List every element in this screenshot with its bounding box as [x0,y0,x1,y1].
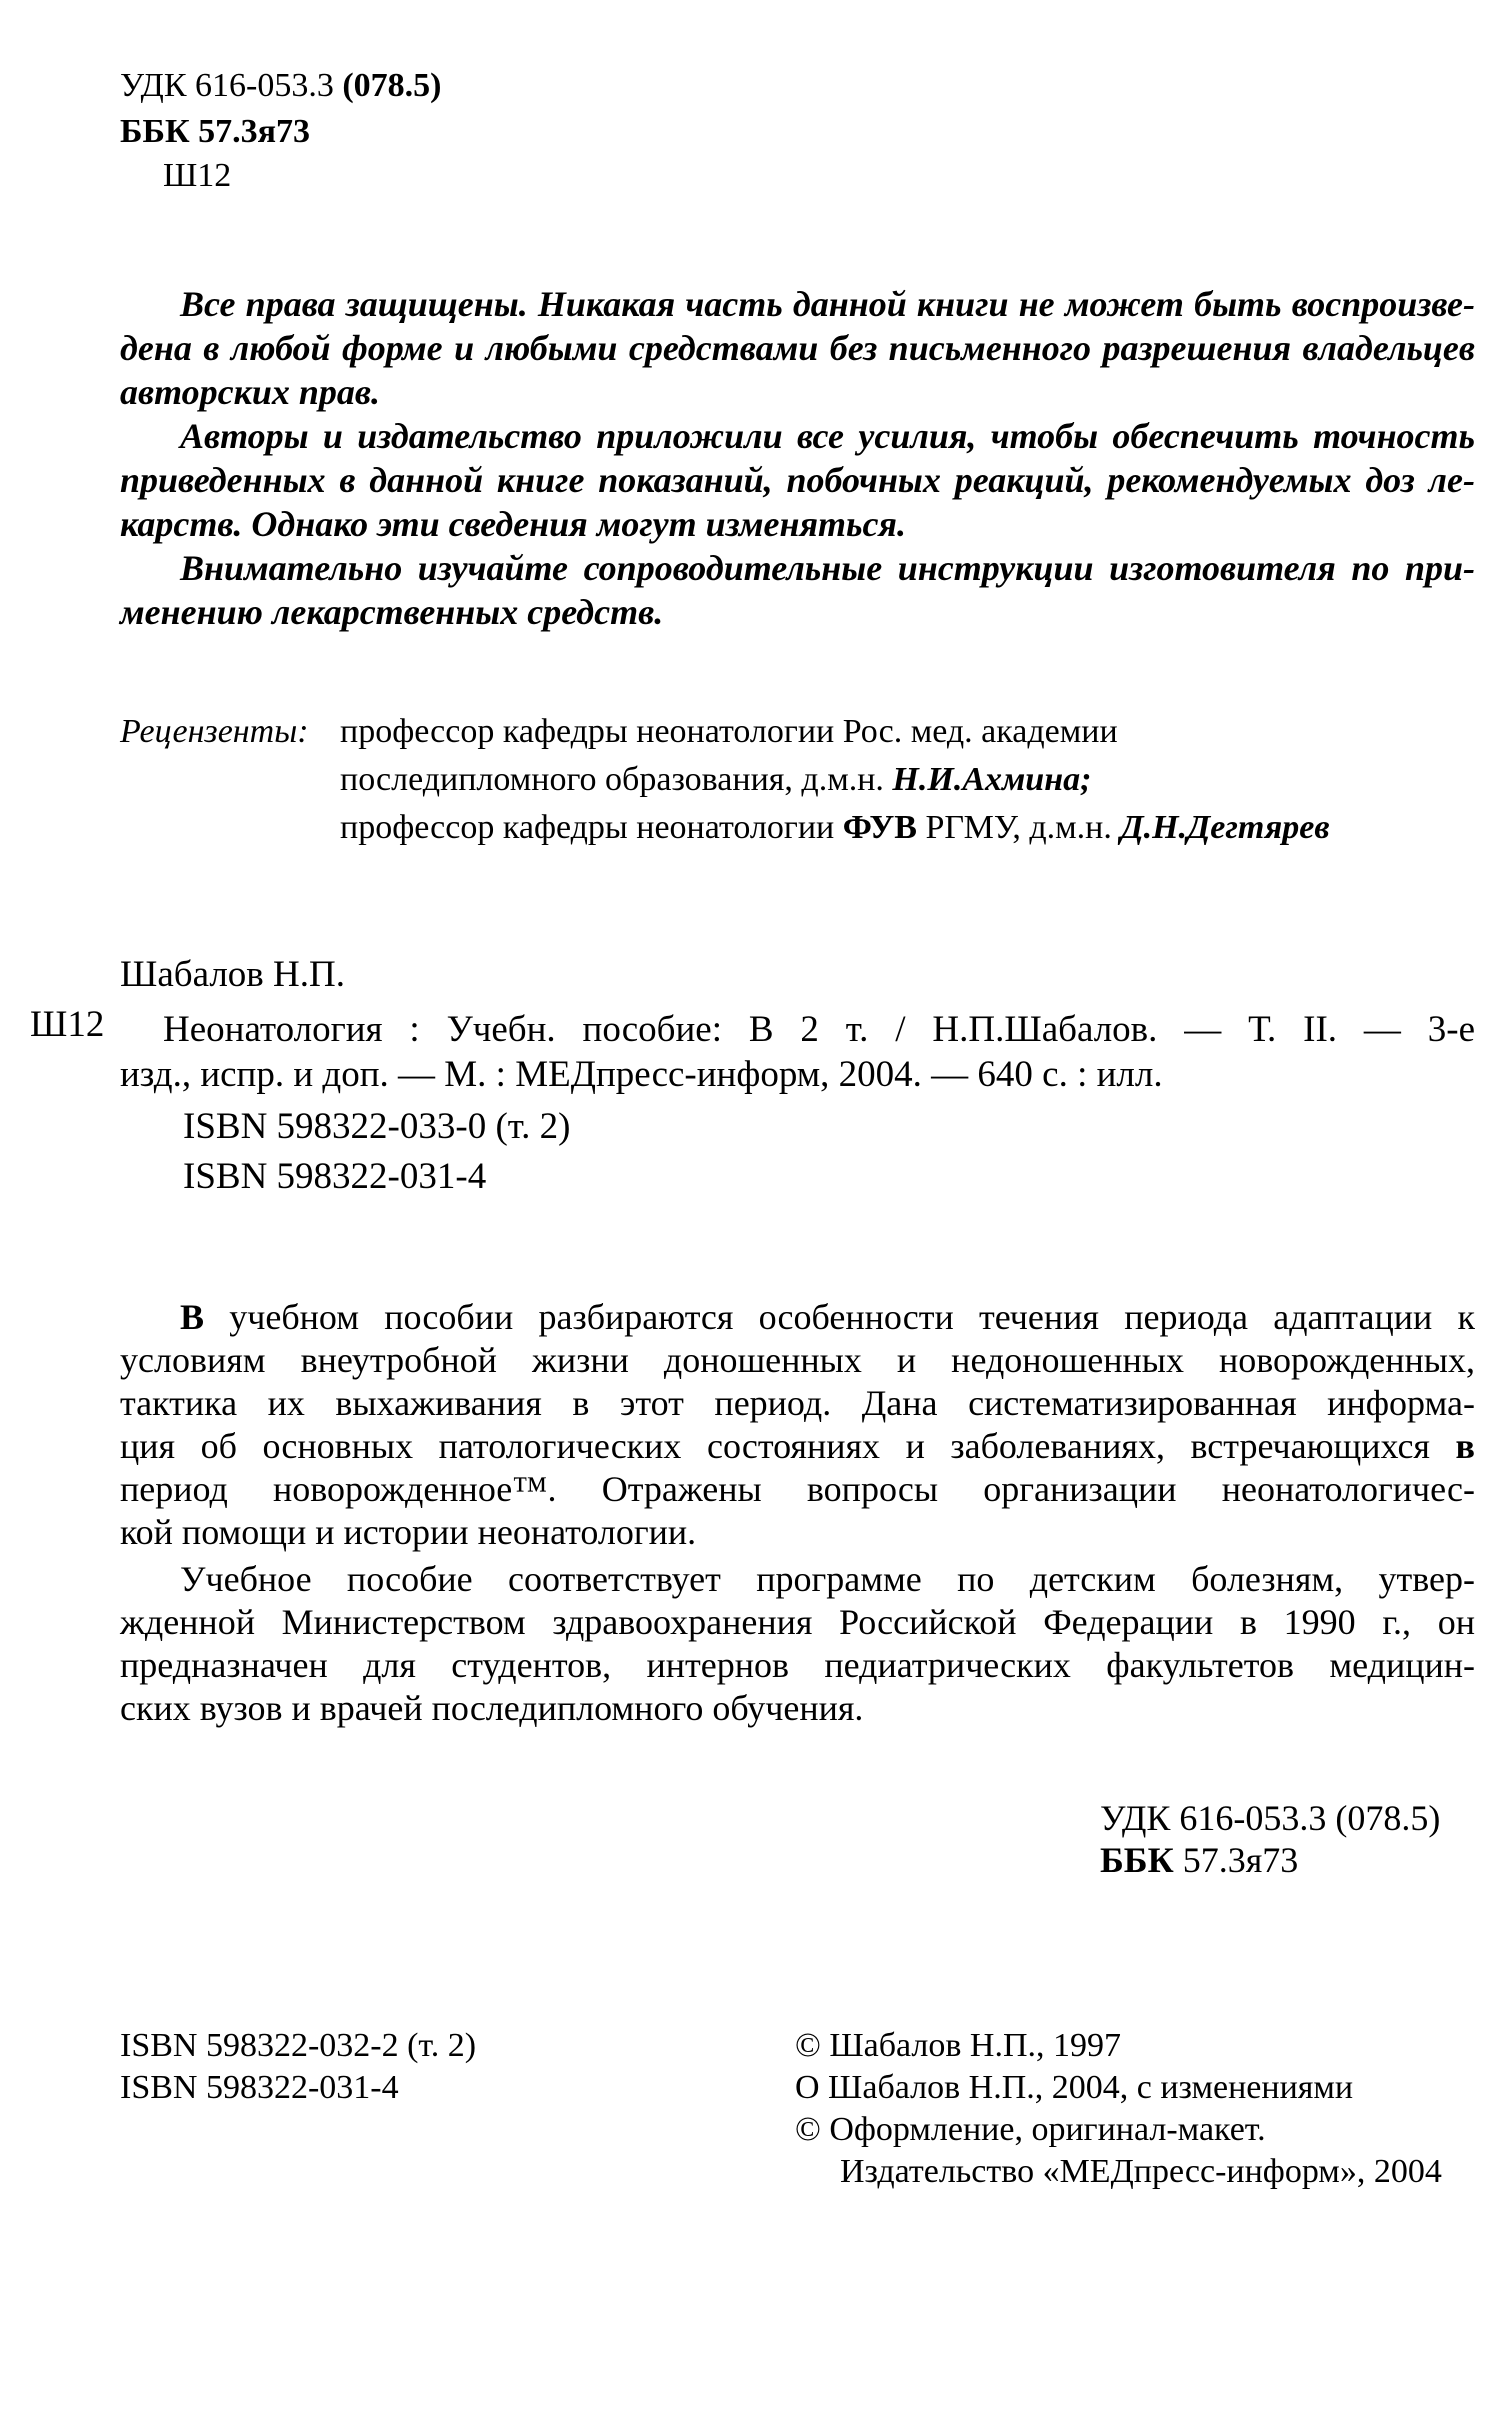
bib-author: Шабалов Н.П. [120,954,345,995]
imprint-copyright: © Оформление, оригинал-макет. [795,2111,1266,2148]
abstract-line: ских вузов и врачей последипломного обучения. [120,1688,864,1728]
bib-isbn: ISBN 598322-031-4 [183,1156,487,1197]
abstract-text: учебном пособии разбираются особенности течения периода адаптации к [204,1297,1475,1337]
rights-notice [120,282,1475,634]
imprint-publisher: Издательство «МЕДпресс-информ», 2004 [840,2153,1442,2190]
rights-line: менению лекарственных средств. [120,592,664,632]
header-code: Ш12 [163,157,232,194]
bib-code: Ш12 [30,1004,105,1045]
abstract-lead: В [180,1297,205,1337]
bib-line: Неонатология : Учебн. пособие: В 2 т. / Н.П.Шабалов. — Т. II. — 3-е [163,1009,1475,1050]
footer-bbk-label: ББК [1100,1840,1174,1880]
rights-line: авторских прав. [120,372,380,412]
reviewers-line [340,760,1091,800]
rights-line: карств. Однако эти сведения могут изменяться. [120,504,906,544]
imprint-copyright: © Шабалов Н.П., 1997 [795,2027,1122,2064]
abstract-line: предназначен для студентов, интернов педиатрических факультетов медицин- [120,1645,1475,1685]
imprint-isbn: ISBN 598322-031-4 [120,2069,399,2106]
rights-line: Внимательно изучайте сопроводительные инструкции изготовителя по при- [180,548,1475,588]
reviewers-line-text: РГМУ, д.м.н. [916,809,1121,846]
abstract-text: ция об основных патологических состояниях и заболеваниях, встречающихся [120,1426,1456,1466]
bib-isbn: ISBN 598322-033-0 (т. 2) [183,1106,571,1147]
reviewer-name: Н.И.Ахмина; [892,761,1092,798]
header-udk [120,66,441,106]
reviewers-line-text: последипломного образования, д.м.н. [340,761,893,798]
abstract-line: кой помощи и истории неонатологии. [120,1512,697,1552]
abstract-line: тактика их выхаживания в этот период. Дана систематизированная информа- [120,1383,1475,1423]
header-udk-bold: (078.5) [342,67,442,104]
footer-bbk [1100,1840,1298,1880]
header-udk-text: УДК 616-053.3 [120,67,343,104]
reviewer-name: Д.Н.Дегтярев [1120,809,1330,846]
abstract-text: в [1455,1426,1475,1466]
reviewers-line: профессор кафедры неонатологии Рос. мед. академии [340,713,1118,750]
abstract-line: жденной Министерством здравоохранения Российской Федерации в 1990 г., он [120,1602,1475,1642]
imprint-isbn: ISBN 598322-032-2 (т. 2) [120,2027,477,2064]
bib-line: изд., испр. и доп. — М. : МЕДпресс-информ, 2004. — 640 с. : илл. [120,1054,1163,1095]
footer-udk: УДК 616-053.3 (078.5) [1100,1798,1441,1838]
abstract [120,1296,1475,1730]
abstract-line [120,1425,1475,1468]
reviewers-line-text: профессор кафедры неонатологии [340,809,843,846]
abstract-line: условиям внеутробной жизни доношенных и недоношенных новорожденных, [120,1340,1475,1380]
rights-line: Авторы и издательство приложили все усилия, чтобы обеспечить точность [180,416,1475,456]
footer-bbk-value: 57.3я73 [1173,1840,1299,1880]
imprint-copyright: О Шабалов Н.П., 2004, с изменениями [795,2069,1354,2106]
rights-line: приведенных в данной книге показаний, побочных реакций, рекомендуемых доз ле- [120,460,1475,500]
rights-line: дена в любой форме и любыми средствами без письменного разрешения владельцев [120,328,1475,368]
abstract-line: период новорожденное™. Отражены вопросы организации неонатологичес- [120,1469,1475,1509]
bib-description [163,1005,1475,1055]
reviewers-dept: ФУВ [842,809,917,846]
abstract-line [120,1296,1475,1339]
abstract-line: Учебное пособие соответствует программе по детским болезням, утвер- [180,1559,1475,1599]
reviewers-line [340,808,1330,848]
rights-line: Все права защищены. Никакая часть данной книги не может быть воспроизве- [180,284,1475,324]
header-bbk: ББК 57.3я73 [120,113,311,150]
reviewers-label: Рецензенты: [120,713,309,750]
